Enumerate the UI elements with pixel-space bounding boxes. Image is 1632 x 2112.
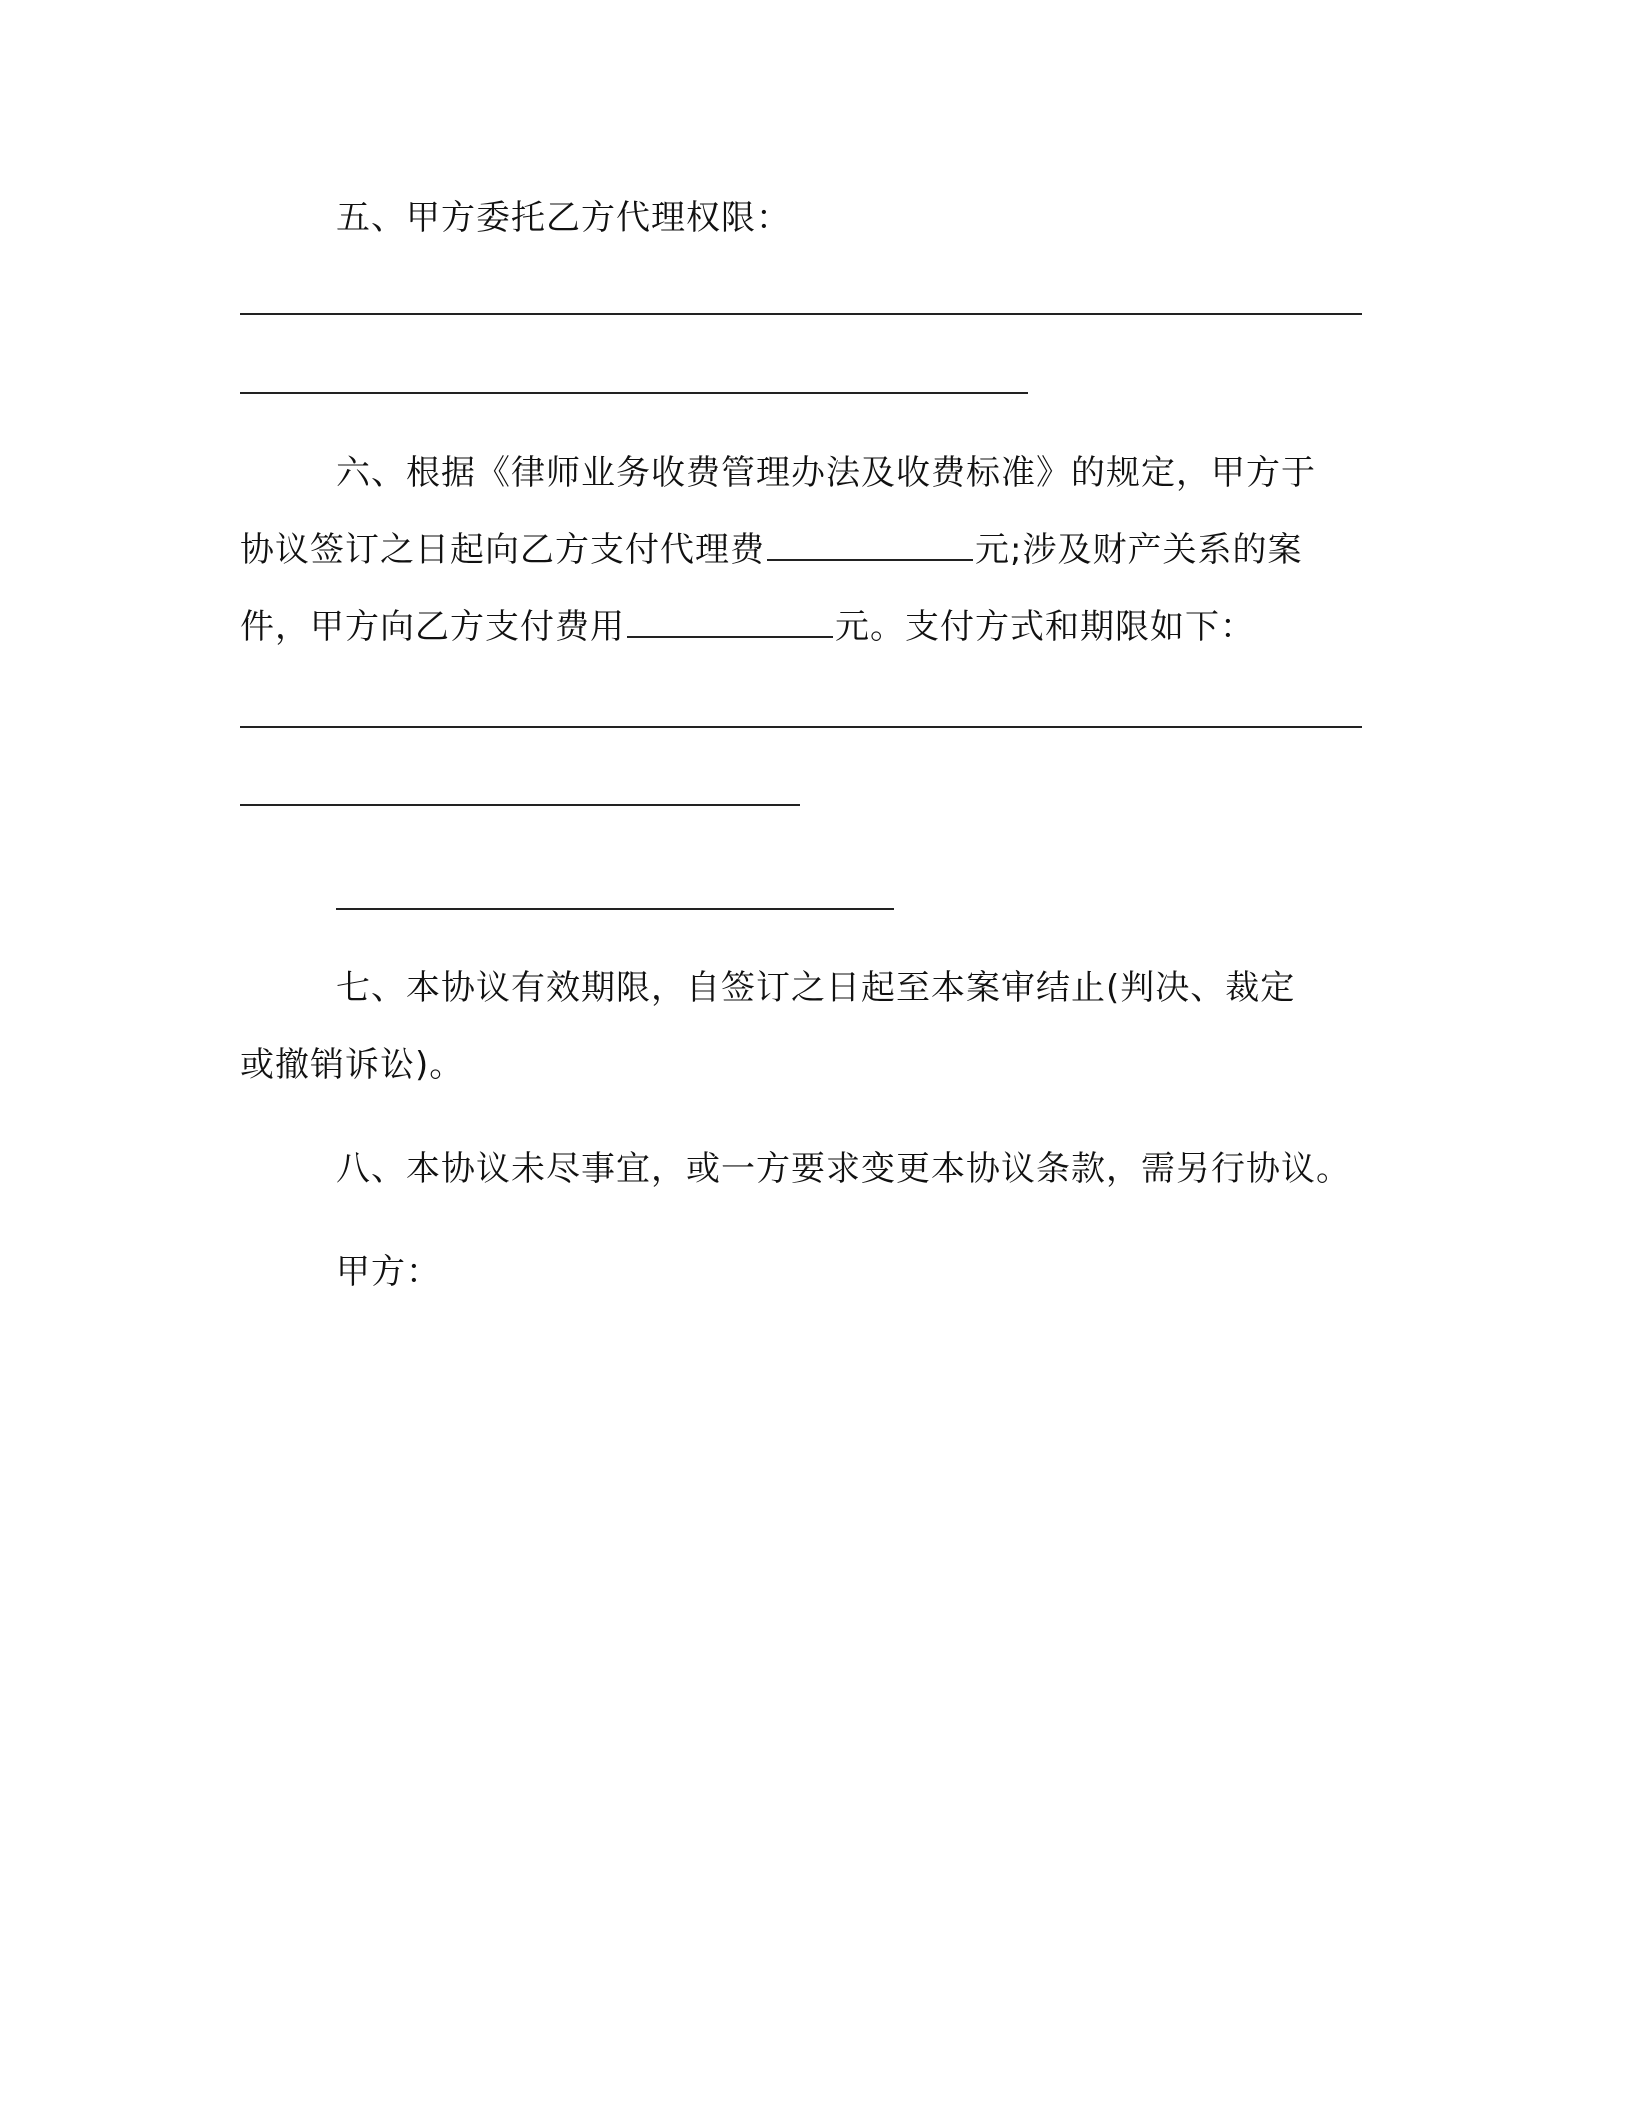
clause-6-line-2-text-before: 协议签订之日起向乙方支付代理费	[240, 530, 765, 570]
clause-6-line-2-text-after: 元;涉及财产关系的案	[975, 530, 1303, 570]
clause-6-line-3-text-before: 件，甲方向乙方支付费用	[240, 607, 625, 647]
clause-5-blank-line-1	[240, 313, 1362, 315]
clause-7-line-1: 七、本协议有效期限，自签订之日起至本案审结止(判决、裁定	[336, 968, 1296, 1008]
clause-6-line-3-text-after: 元。支付方式和期限如下：	[835, 607, 1255, 647]
clause-6-line-3	[240, 605, 1255, 649]
party-a-label: 甲方：	[336, 1252, 441, 1292]
clause-6-line-2	[240, 528, 1302, 572]
clause-6-blank-line-2	[240, 804, 800, 806]
clause-6-blank-line-1	[240, 726, 1362, 728]
clause-7-line-2: 或撤销诉讼)。	[240, 1045, 465, 1085]
agency-fee-blank	[767, 559, 973, 561]
clause-6-blank-line-3	[336, 908, 894, 910]
clause-5-title: 五、甲方委托乙方代理权限：	[336, 198, 791, 238]
clause-8-text: 八、本协议未尽事宜，或一方要求变更本协议条款，需另行协议。	[336, 1149, 1351, 1189]
clause-6-line-1: 六、根据《律师业务收费管理办法及收费标准》的规定，甲方于	[336, 453, 1316, 493]
property-fee-blank	[627, 636, 833, 638]
clause-5-blank-line-2	[240, 392, 1028, 394]
